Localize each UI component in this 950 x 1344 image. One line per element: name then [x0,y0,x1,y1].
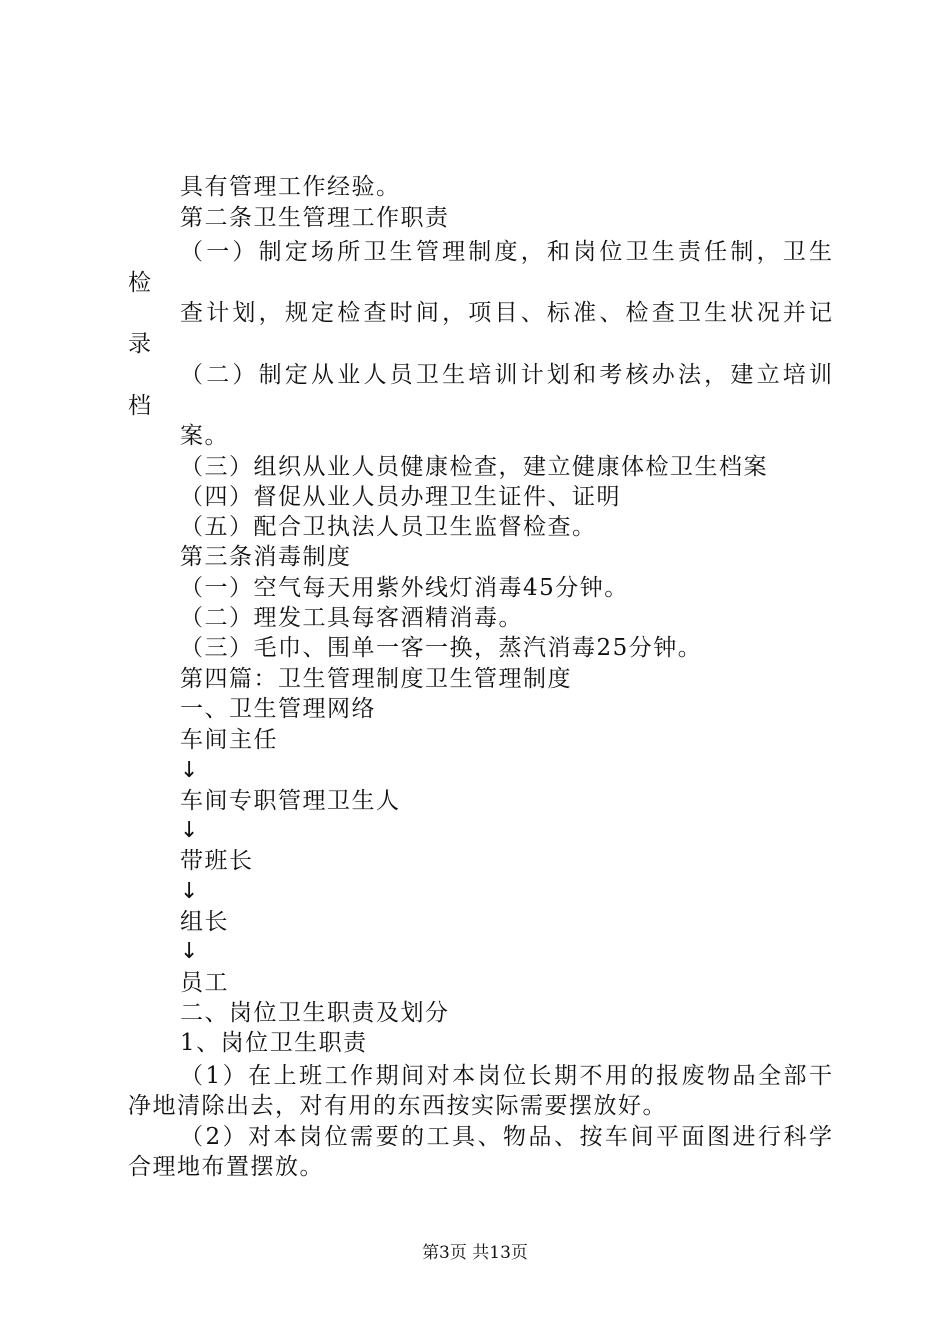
text-line: （1）在上班工作期间对本岗位长期不用的报废物品全部干 [180,1063,832,1089]
text-line: 检 [128,270,153,296]
subsection-heading: 1、岗位卫生职责 [180,1030,368,1056]
section-heading: 第四篇：卫生管理制度卫生管理制度 [180,666,572,692]
down-arrow-icon: ↓ [180,758,199,783]
org-chart-node: 带班长 [180,848,254,874]
text-line: （二）制定从业人员卫生培训计划和考核办法，建立培训 [180,362,832,388]
page-footer: 第3页 共13页 [422,1243,528,1263]
text-line: 案。 [180,423,229,449]
org-chart-node: 组长 [180,909,229,935]
text-line: 净地清除出去，对有用的东西按实际需要摆放好。 [128,1093,667,1119]
text-line: 具有管理工作经验。 [180,174,401,200]
org-chart-node: 车间主任 [180,727,278,753]
text-line: 录 [128,331,153,357]
text-line: （四）督促从业人员办理卫生证件、证明 [180,484,621,510]
text-line: （二）理发工具每客酒精消毒。 [180,605,523,631]
text-line: （五）配合卫执法人员卫生监督检查。 [180,514,597,540]
subsection-heading: 二、岗位卫生职责及划分 [180,1000,450,1026]
text-line: 合理地布置摆放。 [128,1154,324,1180]
text-line: 档 [128,393,153,419]
text-line: （一）制定场所卫生管理制度，和岗位卫生责任制，卫生 [180,239,832,265]
down-arrow-icon: ↓ [180,818,199,843]
text-line: （三）毛巾、围单一客一换，蒸汽消毒25分钟。 [180,635,703,661]
org-chart-node: 车间专职管理卫生人 [180,788,401,814]
text-line: （2）对本岗位需要的工具、物品、按车间平面图进行科学 [180,1124,832,1150]
subsection-heading: 一、卫生管理网络 [180,696,376,722]
section-heading: 第三条消毒制度 [180,544,352,570]
down-arrow-icon: ↓ [180,879,199,904]
text-line: 查计划，规定检查时间，项目、标准、检查卫生状况并记 [180,300,832,326]
section-heading: 第二条卫生管理工作职责 [180,205,450,231]
down-arrow-icon: ↓ [180,939,199,964]
text-line: （三）组织从业人员健康检查，建立健康体检卫生档案 [180,454,768,480]
text-line: （一）空气每天用紫外线灯消毒45分钟。 [180,575,629,601]
org-chart-node: 员工 [180,970,229,996]
